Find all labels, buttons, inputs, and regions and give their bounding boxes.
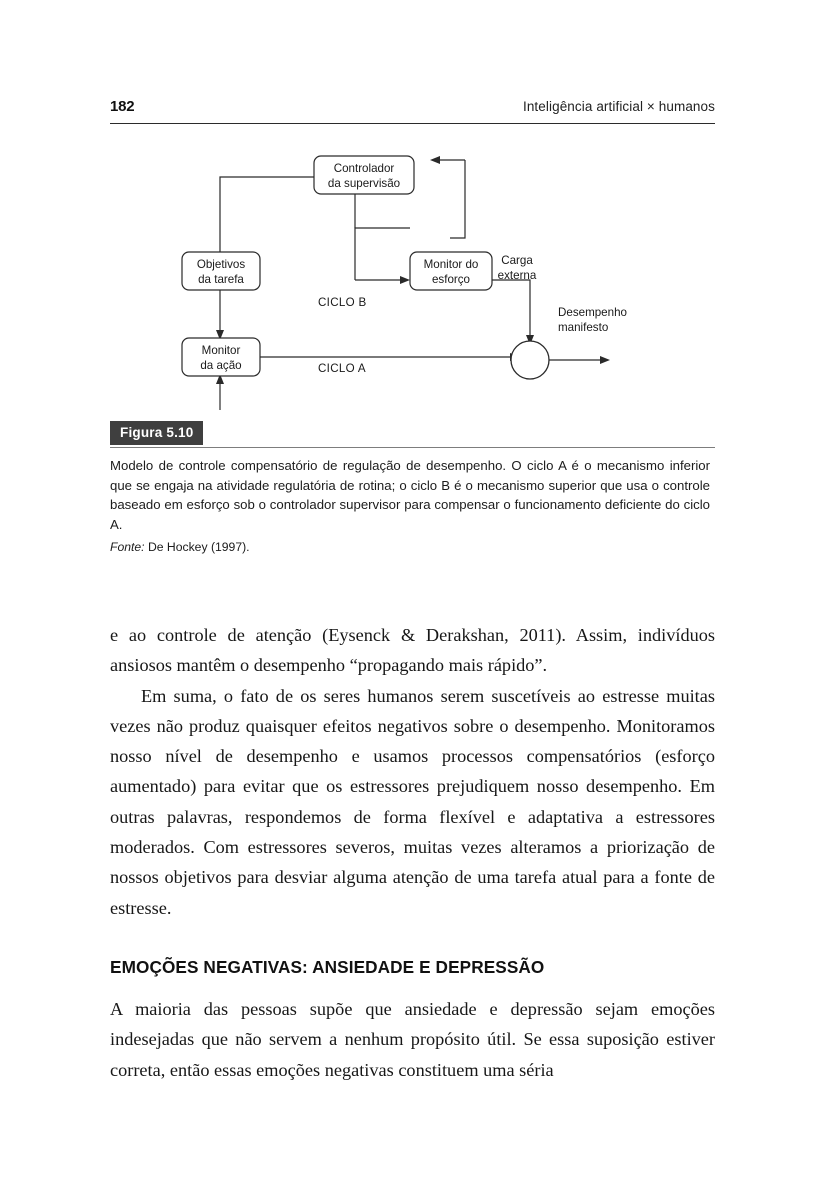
arrowhead-supervisor-right [430,156,440,164]
header-divider [110,123,715,124]
edge-feedback-riser [450,160,465,238]
edge-supervisor-to-goals [220,177,314,254]
node-supervisor-line1: Controlador [333,162,395,175]
label-performance-line1: Desempenho [558,306,627,319]
figure-diagram [110,140,715,410]
figure-source-text: De Hockey (1997). [147,540,250,554]
figure-source [110,540,710,554]
node-supervisor-line2: da supervisão [327,177,401,190]
paragraph-1: e ao controle de atenção (Eysenck & Derakshan, 2011). Assim, indivíduos ansiosos mantêm o desempenho “propagando mais rápido”. [110,625,715,676]
edge-cycleb-riser [355,228,410,280]
running-head [110,98,715,115]
paragraph-2: Em suma, o fato de os seres humanos serem suscetíveis ao estresse muitas vezes não produz quaisquer efeitos negativos sobre o desempenho. Monitoramos nosso nível de desempenho e usamos processos compensatórios (esforço aumentado) para evitar que os estressores prejudiquem nosso desempenho. Em outras palavras, respondemos de forma flexível e adaptativa a estressores moderados. Com estressores severos, muitas vezes alteramos a priorização de nossos objetivos para desviar alguma atenção de uma tarefa atual para a fonte de estresse. [110,685,715,918]
paragraph-3: A maioria das pessoas supõe que ansiedade e depressão sejam emoções indesejadas que não servem a nenhum propósito útil. Se essa suposição estiver correta, então essas emoções negativas constituem uma séria [110,998,715,1080]
node-action-line1: Monitor [201,344,241,357]
arrowhead-output [600,356,610,364]
arrowhead-effort-left [400,276,410,284]
node-effort-line2: esforço [431,273,471,286]
node-action-line2: da ação [200,359,242,372]
figure-label: Figura 5.10 [110,421,203,445]
label-performance-line2: manifesto [558,321,609,334]
figure-caption: Modelo de controle compensatório de regulação de desempenho. O ciclo A é o mecanismo inferior que se engaja na atividade regulatória de rotina; o ciclo B é o mecanismo superior que usa o controle baseado em esforço sob o controlador supervisor para compensar o funcionamento deficiente do ciclo A. [110,458,710,532]
label-cycle-a: CICLO A [318,362,366,375]
compensatory-control-diagram [110,140,715,410]
spacer-before-heading [110,923,715,957]
book-title: Inteligência artificial × humanos [522,99,715,114]
section-heading: EMOÇÕES NEGATIVAS: ANSIEDADE E DEPRESSÃO [110,956,545,977]
node-effort-line1: Monitor do [423,258,479,271]
node-goals-line1: Objetivos [196,258,246,271]
figure-divider [110,447,715,448]
label-external-load-line1: Carga [501,254,533,267]
figure-source-label: Fonte: [110,540,145,554]
page-number: 182 [110,98,135,115]
body-text [110,620,715,1085]
node-goals-line2: da tarefa [198,273,244,286]
label-cycle-b: CICLO B [318,296,367,309]
summing-junction [511,341,549,379]
label-external-load-line2: externa [497,269,537,282]
spacer-after-heading [110,978,715,994]
